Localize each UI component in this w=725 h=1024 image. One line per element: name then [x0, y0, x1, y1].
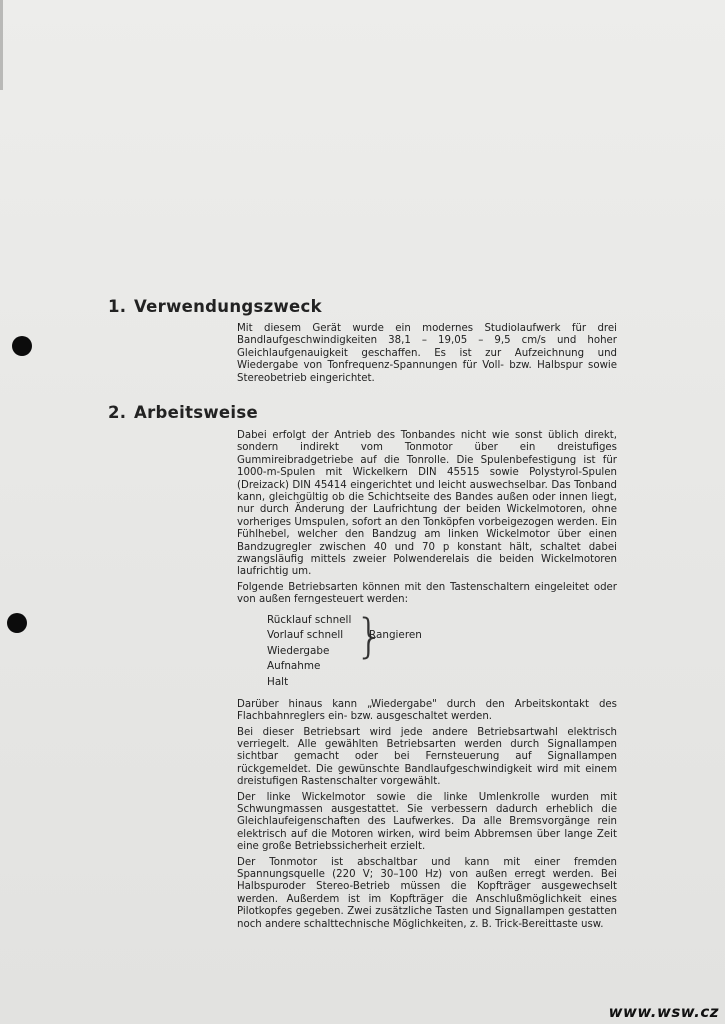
brace-icon: } [355, 608, 385, 663]
list-item: Aufnahme [267, 660, 321, 673]
watermark-link[interactable]: www.wsw.cz [608, 1003, 719, 1021]
section-number: 2. [108, 403, 127, 422]
paragraph: Dabei erfolgt der Antrieb des Tonbandes nicht wie sonst üblich direkt, sondern indirekt vom Tonmotor über ein dreistufiges Gummireibradgetriebe auf die Tonrolle. Die Spulenbefestigung ist für 1000-m-Spulen mit Wickelkern DIN 45515 sowie Polystyrol-Spulen (Dreizack) DIN 45414 eingerichtet und leicht auswechselbar. Das Tonband kann, gleichgültig ob die Schichtseite des Bandes außen oder innen liegt, nur durch Änderung der Laufrichtung der beiden Wickelmotoren, ohne vorheriges Umspulen, sofort an den Tonköpfen vorbeigezogen werden. Ein Fühlhebel, welcher den Bandzug am linken Wickelmotor über einen Bandzugregler zwischen 40 und 70 p konstant hält, schaltet dabei zwangsläufig mittels zweier Polwenderelais die beiden Wickelmotoren laufrichtig um. [237, 430, 617, 578]
scan-edge [0, 0, 3, 90]
section-title: Arbeitsweise [134, 403, 258, 422]
section-title: Verwendungszweck [134, 297, 322, 316]
section-body-arbeitsweise [237, 430, 617, 934]
paragraph: Darüber hinaus kann „Wiedergabe" durch den Arbeitskontakt des Flachbahnreglers ein- bzw. ausgeschaltet werden. [237, 698, 617, 723]
paragraph: Der linke Wickelmotor sowie die linke Umlenkrolle wurden mit Schwungmassen ausgestattet. Sie verbessern dadurch erheblich die Gleichlaufeigenschaften des Laufwerkes. Da alle Bremsvorgänge rein elektrisch auf die Motoren wirken, wird beim Abbremsen über lange Zeit eine große Betriebssicherheit erzielt. [237, 791, 617, 853]
paragraph: Bei dieser Betriebsart wird jede andere Betriebsartwahl elektrisch verriegelt. Alle gewählten Betriebsarten werden durch Signallampen sichtbar gemacht oder bei Fernsteuerung auf Signallampen rückgemeldet. Die gewünschte Bandlaufgeschwindigkeit wird mit einem dreistufigen Rastenschalter vorgewählt. [237, 726, 617, 788]
group-label: Rangieren [369, 628, 422, 641]
punch-hole-top [12, 336, 32, 356]
paragraph: Mit diesem Gerät wurde ein modernes Studiolaufwerk für drei Bandlaufgeschwindigkeiten 38,1 – 19,05 – 9,5 cm/s und hoher Gleichlaufgenauigkeit geschaffen. Es ist zur Aufzeichnung und Wiedergabe von Tonfrequenz-Spannungen für Voll- bzw. Halbspur sowie Stereobetrieb eingerichtet. [237, 323, 617, 384]
section-heading-verwendungszweck [108, 297, 322, 316]
paragraph: Folgende Betriebsarten können mit den Tastenschaltern eingeleitet oder von außen ferngesteuert werden: [237, 581, 617, 606]
list-item: Rücklauf schnell [267, 613, 352, 626]
punch-hole-bottom [7, 613, 27, 633]
operating-modes-list [267, 608, 617, 691]
section-number: 1. [108, 297, 127, 316]
paragraph: Der Tonmotor ist abschaltbar und kann mit einer fremden Spannungsquelle (220 V; 30–100 Hz) von außen erregt werden. Bei Halbspuroder Stereo-Betrieb müssen die Kopfträger ausgewechselt werden. Außerdem ist im Kopfträger die Anschlußmöglichkeit eines Pilotkopfes gegeben. Zwei zusätzliche Tasten und Signallampen gestatten noch andere schalttechnische Möglichkeiten, z. B. Trick-Bereittaste usw. [237, 856, 617, 930]
list-item: Halt [267, 675, 289, 688]
section-heading-arbeitsweise [108, 403, 258, 422]
list-item: Wiedergabe [267, 644, 330, 657]
list-item: Vorlauf schnell [267, 629, 344, 642]
section-body-verwendungszweck [237, 323, 617, 388]
